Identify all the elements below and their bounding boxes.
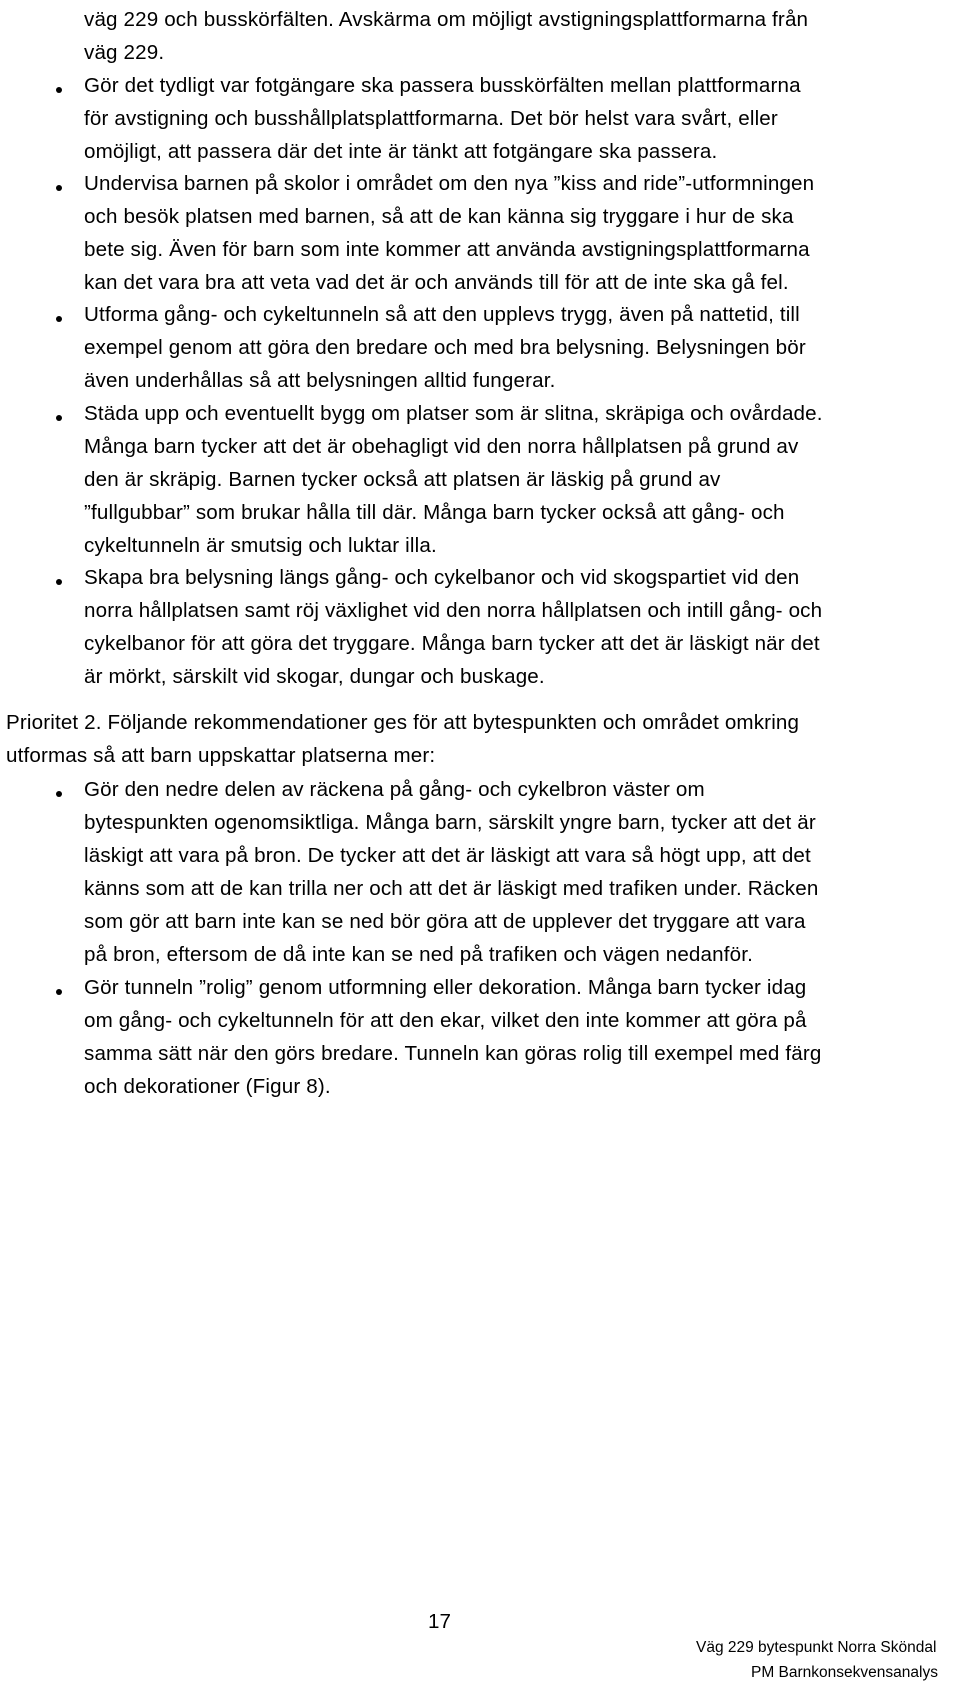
bullet-line: Gör tunneln ”rolig” genom utformning eller dekoration. Många barn tycker idag <box>84 976 807 999</box>
bullet-line: Många barn tycker att det är obehagligt vid den norra hållplatsen på grund av <box>84 435 799 458</box>
bullet-dot <box>56 791 62 797</box>
bullet-line: omöjligt, att passera där det inte är tänkt att fotgängare ska passera. <box>84 140 718 163</box>
bullet-line: för avstigning och busshållplatsplattformarna. Det bör helst vara svårt, eller <box>84 107 778 130</box>
bullet-line: norra hållplatsen samt röj växlighet vid den norra hållplatsen och intill gång- och <box>84 599 823 622</box>
bullet-dot <box>56 87 62 93</box>
bullet-line: den är skräpig. Barnen tycker också att platsen är läskig på grund av <box>84 468 721 491</box>
bullet-line: Undervisa barnen på skolor i området om den nya ”kiss and ride”-utformningen <box>84 172 815 195</box>
bullet-line: läskigt att vara på bron. De tycker att det är läskigt att vara så högt upp, att det <box>84 844 811 867</box>
bullet-line: Gör det tydligt var fotgängare ska passera busskörfälten mellan plattformarna <box>84 74 801 97</box>
bullet-line: bytespunkten ogenomsiktliga. Många barn, särskilt yngre barn, tycker att det är <box>84 811 816 834</box>
bullet-line: som gör att barn inte kan se ned bör göra att de upplever det tryggare att vara <box>84 910 806 933</box>
bullet-line: cykeltunneln är smutsig och luktar illa. <box>84 534 437 557</box>
bullet-line: Städa upp och eventuellt bygg om platser som är slitna, skräpiga och ovårdade. <box>84 402 823 425</box>
bullet-line: och dekorationer (Figur 8). <box>84 1075 331 1098</box>
footer-document-title: PM Barnkonsekvensanalys <box>751 1664 938 1681</box>
bullet-dot <box>56 316 62 322</box>
bullet-line: kan det vara bra att veta vad det är och används till för att de inte ska gå fel. <box>84 271 789 294</box>
intro-line: väg 229 och busskörfälten. Avskärma om möjligt avstigningsplattformarna från <box>84 8 809 31</box>
bullet-line: känns som att de kan trilla ner och att det är läskigt med trafiken under. Räcken <box>84 877 819 900</box>
bullet-line: och besök platsen med barnen, så att de kan känna sig tryggare i hur de ska <box>84 205 794 228</box>
bullet-line: är mörkt, särskilt vid skogar, dungar och buskage. <box>84 665 545 688</box>
bullet-line: bete sig. Även för barn som inte kommer att använda avstigningsplattformarna <box>84 238 810 261</box>
paragraph-line: Prioritet 2. Följande rekommendationer ges för att bytespunkten och området omkring <box>6 711 800 734</box>
bullet-line: på bron, eftersom de då inte kan se ned på trafiken och vägen nedanför. <box>84 943 753 966</box>
bullet-dot <box>56 415 62 421</box>
bullet-line: Utforma gång- och cykeltunneln så att den upplevs trygg, även på nattetid, till <box>84 303 800 326</box>
bullet-line: samma sätt när den görs bredare. Tunneln kan göras rolig till exempel med färg <box>84 1042 822 1065</box>
intro-line: väg 229. <box>84 41 165 64</box>
bullet-dot <box>56 185 62 191</box>
bullet-dot <box>56 989 62 995</box>
bullet-line: även underhållas så att belysningen alltid fungerar. <box>84 369 556 392</box>
bullet-line: exempel genom att göra den bredare och med bra belysning. Belysningen bör <box>84 336 806 359</box>
footer-project-title: Väg 229 bytespunkt Norra Sköndal <box>696 1639 937 1656</box>
bullet-line: cykelbanor för att göra det tryggare. Många barn tycker att det är läskigt när det <box>84 632 820 655</box>
bullet-line: Skapa bra belysning längs gång- och cykelbanor och vid skogspartiet vid den <box>84 566 800 589</box>
page-number: 17 <box>428 1610 451 1633</box>
bullet-line: ”fullgubbar” som brukar hålla till där. Många barn tycker också att gång- och <box>84 501 785 524</box>
paragraph-line: utformas så att barn uppskattar platserna mer: <box>6 744 436 767</box>
bullet-line: Gör den nedre delen av räckena på gång- och cykelbron väster om <box>84 778 705 801</box>
bullet-dot <box>56 579 62 585</box>
bullet-line: om gång- och cykeltunneln för att den ekar, vilket den inte kommer att göra på <box>84 1009 807 1032</box>
